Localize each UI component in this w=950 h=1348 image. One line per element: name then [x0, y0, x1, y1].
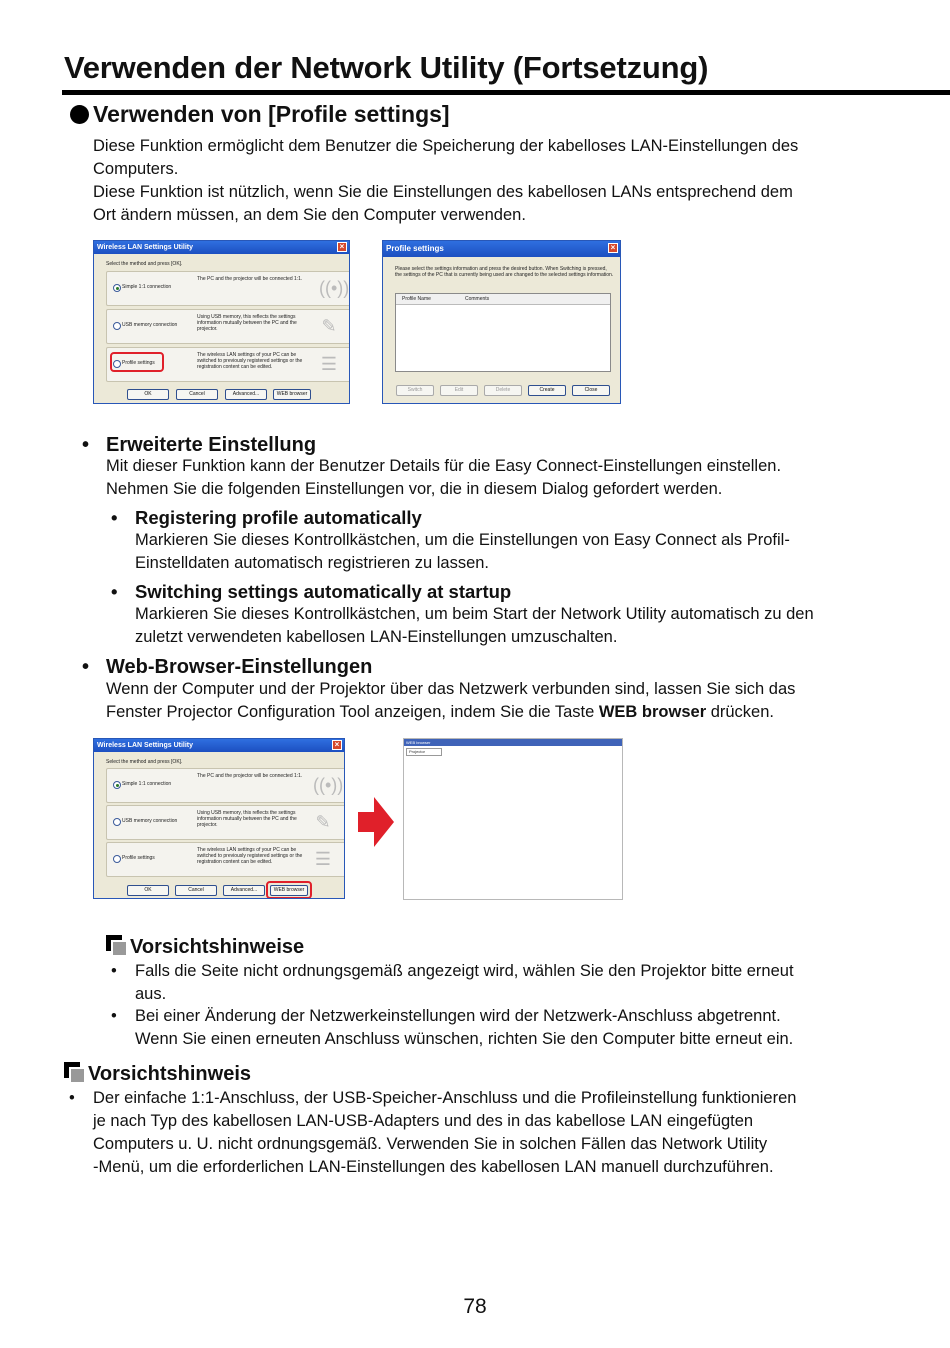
delete-button[interactable]: Delete [484, 385, 522, 396]
usb-stick-icon: ✎ [321, 316, 337, 336]
web-heading: • Web-Browser-Einstellungen [106, 656, 372, 679]
bullet-dot-icon [70, 105, 89, 124]
close-button[interactable]: Close [572, 385, 610, 396]
dialog-titlebar: Wireless LAN Settings Utility × [94, 739, 344, 752]
cancel-button[interactable]: Cancel [175, 885, 217, 896]
sub1-text: Markieren Sie dieses Kontrollkästchen, um die Einstellungen von Easy Connect als Profil- Einstelldaten automatisch registrieren zu lassen. [135, 531, 790, 572]
close-icon[interactable]: × [608, 243, 618, 253]
caution-text: • Der einfache 1:1-Anschluss, der USB-Speicher-Anschluss und die Profileinstellung funktionieren je nach Typ des kabellosen LAN-USB-Adapters und des in das kabellose LAN eingefügten Computers u. U. nicht ordnungsgemäß. Verwenden Sie in solchen Fällen das Network Utility -Menü, um die erforderlichen LAN-Einstellungen des kabellosen LAN manuell durchzuführen. [93, 1087, 796, 1179]
option-usb[interactable]: USB memory connection Using USB memory, this reflects the settings information mutually between the PC and the projector. ✎ [106, 309, 350, 344]
caution-item-2: • Bei einer Änderung der Netzwerkeinstellungen wird der Netzwerk-Anschluss abgetrennt. Wenn Sie einen erneuten Anschluss wünschen, richten Sie den Computer bitte erneut ein. [135, 1005, 793, 1051]
list-icon: ☰ [314, 849, 332, 869]
page-title: Verwenden der Network Utility (Fortsetzung) [64, 50, 709, 85]
create-button[interactable]: Create [528, 385, 566, 396]
usb-stick-icon: ✎ [315, 812, 331, 832]
col-comments: Comments [465, 296, 490, 302]
highlight-ring [110, 352, 164, 372]
close-icon[interactable]: × [332, 740, 342, 750]
radio-usb[interactable] [113, 818, 121, 826]
sub1-heading: • Registering profile automatically [135, 507, 422, 529]
dialog-titlebar: Wireless LAN Settings Utility × [94, 241, 349, 254]
web-text: Wenn der Computer und der Projektor über das Netzwerk verbunden sind, lassen Sie sich das Fenster Projector Configuration Tool anzeigen, indem Sie die Taste WEB browser drücken. [106, 680, 796, 721]
wireless-icon: ((•)) [319, 278, 350, 298]
switch-button[interactable]: Switch [396, 385, 434, 396]
option-simple[interactable]: Simple 1:1 connection The PC and the projector will be connected 1:1. ((•)) [106, 271, 350, 306]
projector-select[interactable]: Projector [406, 748, 442, 756]
sub2-heading: • Switching settings automatically at startup [135, 581, 511, 603]
radio-simple[interactable] [113, 781, 121, 789]
radio-simple[interactable] [113, 284, 121, 292]
wireless-icon: ((•)) [313, 775, 344, 795]
option-profile[interactable]: Profile settings The wireless LAN settings of your PC can be switched to previously registered settings or the registration content can be edited. ☰ [106, 347, 350, 382]
radio-profile[interactable] [113, 855, 121, 863]
caution-heading: Vorsichtshinweis [64, 1062, 251, 1086]
web-browser-window [403, 738, 623, 900]
ok-button[interactable]: OK [127, 389, 169, 400]
profile-list[interactable] [395, 293, 611, 372]
dialog-titlebar: Profile settings × [383, 241, 620, 257]
note-icon [64, 1062, 84, 1082]
sub2-text: Markieren Sie dieses Kontrollkästchen, um beim Start der Network Utility automatisch zu den zuletzt verwendeten kabellosen LAN-Einstellungen umzuschalten. [135, 605, 814, 646]
highlight-ring [266, 881, 312, 899]
page-number: 78 [463, 1295, 487, 1318]
advanced-text: Mit dieser Funktion kann der Benutzer Details für die Easy Connect-Einstellungen einstellen. Nehmen Sie die folgenden Einstellungen vor, die in diesem Dialog gefordert werden. [106, 457, 782, 498]
caution-item-1: • Falls die Seite nicht ordnungsgemäß angezeigt wird, wählen Sie den Projektor bitte erneut aus. [135, 960, 794, 1006]
right-arrow-icon [358, 797, 394, 847]
option-usb[interactable]: USB memory connection Using USB memory, this reflects the settings information mutually between the PC and the projector. ✎ [106, 805, 345, 840]
option-simple[interactable]: Simple 1:1 connection The PC and the projector will be connected 1:1. ((•)) [106, 768, 345, 803]
browser-titlebar: WEB browser [404, 739, 622, 746]
wlan-settings-dialog: Wireless LAN Settings Utility × Select the method and press [OK]. Simple 1:1 connection The PC and the projector will be connected 1:1. ((•)) USB memory connection Using USB memory, this reflects the settings information mutually between the PC and the projector. ✎ Profile settings The wireless LAN settings of your PC can be switched to previously registered settings or the registration content can be edited. ☰ OK Cancel Advanced... WEB browser [93, 240, 350, 404]
advanced-button[interactable]: Advanced... [225, 389, 267, 400]
section-title: Verwenden von [Profile settings] [70, 101, 450, 128]
cancel-button[interactable]: Cancel [176, 389, 218, 400]
web-browser-button[interactable]: WEB browser [273, 389, 311, 400]
col-profile-name: Profile Name [402, 296, 431, 302]
close-icon[interactable]: × [337, 242, 347, 252]
advanced-button[interactable]: Advanced... [223, 885, 265, 896]
ok-button[interactable]: OK [127, 885, 169, 896]
radio-usb[interactable] [113, 322, 121, 330]
edit-button[interactable]: Edit [440, 385, 478, 396]
advanced-heading: • Erweiterte Einstellung [106, 434, 316, 457]
intro-text: Diese Funktion ermöglicht dem Benutzer die Speicherung der kabelloses LAN-Einstellungen des Computers. Diese Funktion ist nützlich, wenn Sie die Einstellungen des kabellosen LANs entsprechend dem Ort ändern müssen, an dem Sie den Computer verwenden. [93, 137, 799, 224]
title-rule [62, 90, 950, 95]
note-icon [106, 935, 126, 955]
web-browser-button[interactable]: WEB browser [270, 885, 308, 896]
list-icon: ☰ [320, 354, 338, 374]
wlan-settings-dialog-2: Wireless LAN Settings Utility × Select the method and press [OK]. Simple 1:1 connection The PC and the projector will be connected 1:1. ((•)) USB memory connection Using USB memory, this reflects the settings information mutually between the PC and the projector. ✎ Profile settings The wireless LAN settings of your PC can be switched to previously registered settings or the registration content can be edited. ☰ OK Cancel Advanced... WEB browser [93, 738, 345, 899]
option-profile[interactable]: Profile settings The wireless LAN settings of your PC can be switched to previously registered settings or the registration content can be edited. ☰ [106, 842, 345, 877]
profile-settings-dialog: Profile settings × Please select the settings information and press the desired button. When Switching is pressed, the settings of the PC that is currently being used are changed to the selected settings information. Profile Name Comments Switch Edit Delete Create Close [382, 240, 621, 404]
cautions-heading: Vorsichtshinweise [106, 935, 304, 959]
